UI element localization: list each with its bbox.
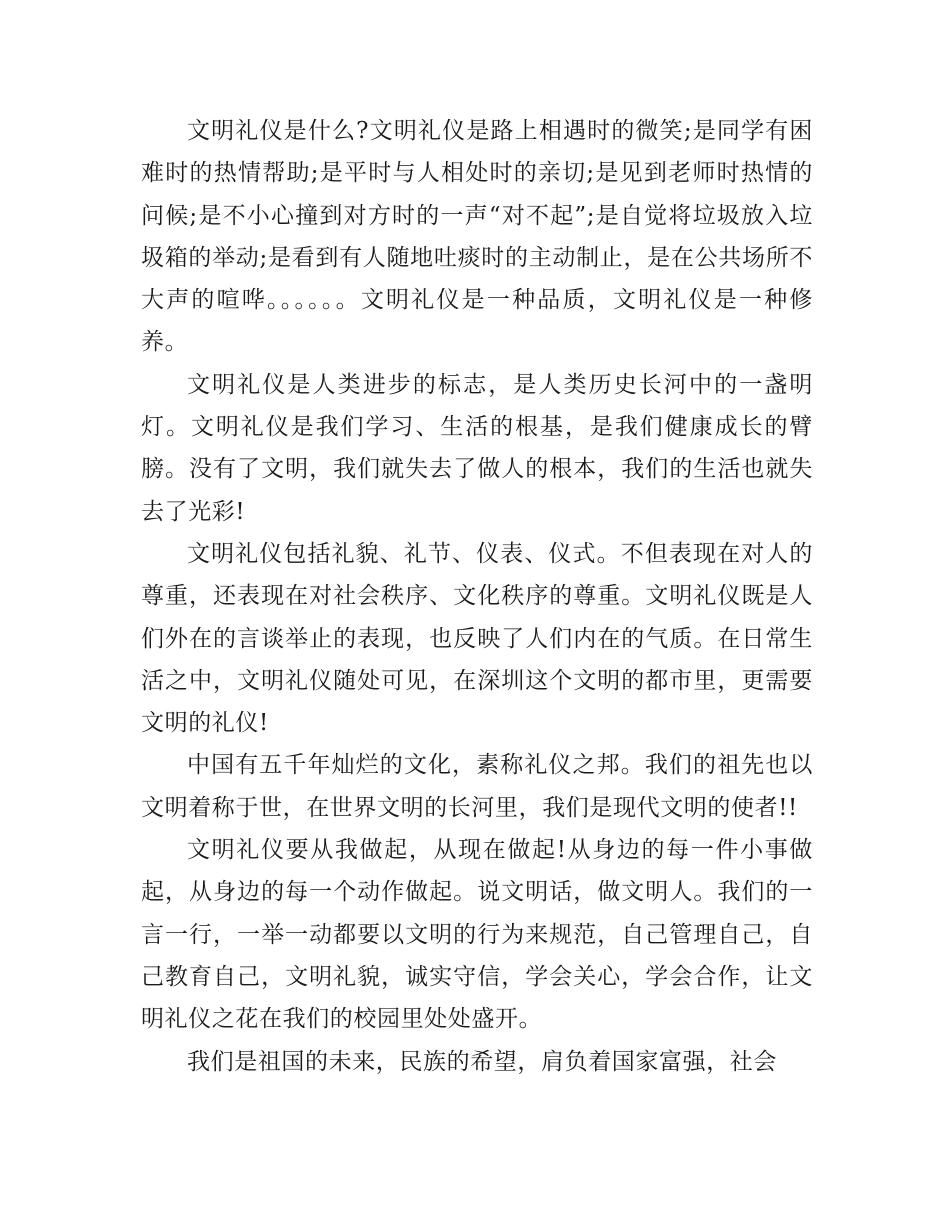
paragraph-4: 中国有五千年灿烂的文化，素称礼仪之邦。我们的祖先也以文明着称于世，在世界文明的长河里，我们是现代文明的使者!!	[141, 752, 813, 821]
paragraph-5: 文明礼仪要从我做起，从现在做起!从身边的每一件小事做起，从身边的每一个动作做起。说文明话，做文明人。我们的一言一行，一举一动都要以文明的行为来规范，自己管理自己，自己教育自己，文明礼貌，诚实守信，学会关心，学会合作，让文明礼仪之花在我们的校园里处处盛开。	[141, 837, 813, 1033]
paragraph-2: 文明礼仪是人类进步的标志，是人类历史长河中的一盏明灯。文明礼仪是我们学习、生活的根基，是我们健康成长的臂膀。没有了文明，我们就失去了做人的根本，我们的生活也就失去了光彩!	[141, 371, 813, 525]
paragraph-1: 文明礼仪是什么?文明礼仪是路上相遇时的微笑;是同学有困难时的热情帮助;是平时与人相处时的亲切;是见到老师时热情的问候;是不小心撞到对方时的一声“对不起”;是自觉将垃圾放入垃圾箱的举动;是看到有人随地吐痰时的主动制止，是在公共场所不大声的喧哗。。。。。。文明礼仪是一种品质，文明礼仪是一种修养。	[141, 118, 813, 356]
paragraph-6: 我们是祖国的未来，民族的希望，肩负着国家富强，社会	[187, 1048, 777, 1075]
document-body	[141, 110, 813, 1083]
paragraph-3: 文明礼仪包括礼貌、礼节、仪表、仪式。不但表现在对人的尊重，还表现在对社会秩序、文化秩序的尊重。文明礼仪既是人们外在的言谈举止的表现，也反映了人们内在的气质。在日常生活之中，文明礼仪随处可见，在深圳这个文明的都市里，更需要文明的礼仪!	[141, 540, 813, 737]
